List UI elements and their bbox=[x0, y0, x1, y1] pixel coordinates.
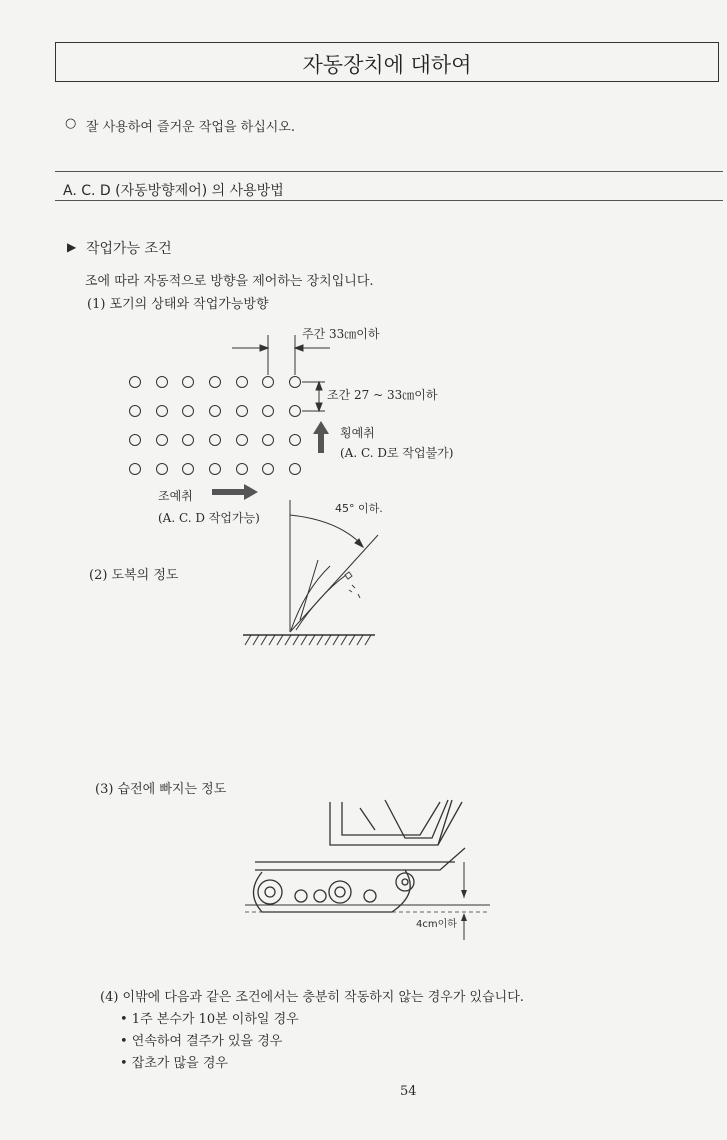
combine-diagram bbox=[245, 800, 490, 940]
triangle-marker: ▶ bbox=[67, 240, 77, 254]
page-number: 54 bbox=[400, 1084, 417, 1099]
angle-label: 45° 이하. bbox=[335, 502, 383, 515]
plant-grid-diagram bbox=[130, 335, 331, 475]
condition-item: • 잡초가 많을 경우 bbox=[120, 1056, 228, 1071]
cross-harvest-note: (A. C. D로 작업불가) bbox=[340, 446, 454, 460]
along-harvest-label: 조예취 bbox=[158, 489, 193, 503]
item2-label: (2) 도복의 정도 bbox=[89, 568, 179, 583]
item4-label: (4) 이밖에 다음과 같은 조건에서는 충분히 작동하지 않는 경우가 있습니다. bbox=[100, 990, 524, 1005]
intro-bullet: ○ bbox=[65, 116, 77, 131]
cross-harvest-label: 횡예취 bbox=[340, 426, 375, 440]
item1-label: (1) 포기의 상태와 작업가능방향 bbox=[87, 297, 269, 312]
condition-item: • 연속하여 결주가 있을 경우 bbox=[120, 1034, 283, 1049]
section-heading: A. C. D (자동방향제어) 의 사용방법 bbox=[63, 183, 284, 199]
lodging-diagram bbox=[243, 500, 378, 645]
column-spacing-label: 조간 27 ~ 33㎝이하 bbox=[327, 388, 438, 402]
along-harvest-note: (A. C. D 작업가능) bbox=[158, 511, 260, 525]
condition-item: • 1주 본수가 10본 이하일 경우 bbox=[120, 1012, 299, 1027]
depth-label: 4cm이하 bbox=[416, 919, 457, 930]
cross-direction-arrow bbox=[313, 421, 329, 453]
subsection-title: 작업가능 조건 bbox=[86, 241, 172, 257]
subsection-description: 조에 따라 자동적으로 방향을 제어하는 장치입니다. bbox=[85, 274, 374, 289]
item3-label: (3) 습전에 빠지는 정도 bbox=[95, 782, 227, 797]
along-direction-arrow bbox=[212, 484, 258, 500]
intro-text: 잘 사용하여 즐거운 작업을 하십시오. bbox=[86, 120, 296, 135]
page-title: 자동장치에 대하여 bbox=[302, 53, 472, 77]
row-spacing-label: 주간 33㎝이하 bbox=[302, 327, 380, 341]
